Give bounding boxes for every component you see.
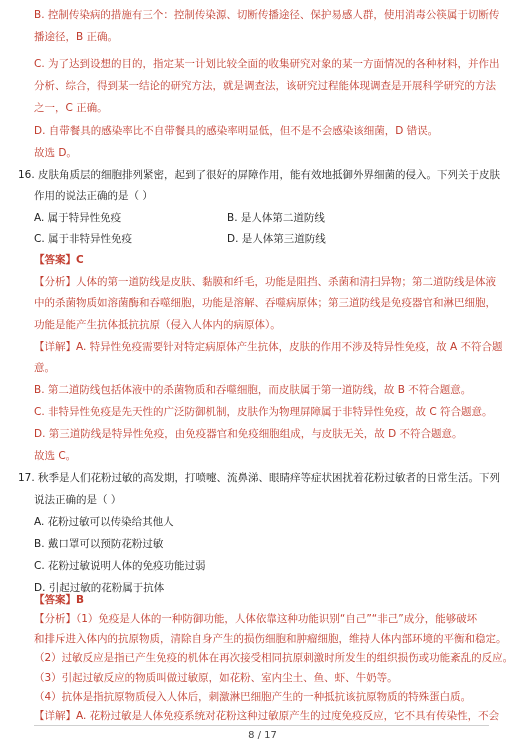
option-a: A. 花粉过敏可以传染给其他人	[34, 516, 174, 528]
explanation-text: 【详解】A. 花粉过敏是人体免疫系统对花粉这种过敏原产生的过度免疫反应，它不具有传染性，不会	[34, 710, 500, 722]
answer-label: 【答案】C	[34, 254, 84, 266]
question-16-stem: 16. 皮肤角质层的细胞排列紧密，起到了很好的屏障作用，能有效地抵御外界细菌的侵入。下列关于皮肤	[18, 169, 501, 181]
text-line: C. 为了达到设想的目的，指定某一计划比较全面的收集研究对象的某一方面情况的各种材料，并作出	[34, 58, 500, 70]
text-line: B. 控制传染病的措施有三个：控制传染源、切断传播途径、保护易感人群，使用消毒公筷属于切断传	[34, 9, 500, 21]
text-line: D. 自带餐具的感染率比不自带餐具的感染率明显低，但不是不会感染该细菌，D 错误。	[34, 125, 439, 137]
analysis-text: （3）引起过敏反应的物质叫做过敏原，如花粉、室内尘土、鱼、虾、牛奶等。	[34, 672, 398, 684]
option-b: B. 是人体第二道防线	[227, 212, 325, 224]
analysis-text: 和排斥进入体内的抗原物质，清除自身产生的损伤细胞和肿瘤细胞，维持人体内部环境的平衡和稳定。	[34, 633, 507, 645]
option-b: B. 戴口罩可以预防花粉过敏	[34, 538, 164, 550]
option-d: D. 引起过敏的花粉属于抗体	[34, 582, 165, 594]
analysis-text: 【分析】人体的第一道防线是皮肤、黏膜和纤毛，功能是阻挡、杀菌和清扫异物；第二道防线是体液	[34, 276, 496, 288]
question-17-stem-cont: 说法正确的是（ ）	[34, 494, 122, 506]
text-line: 播途径，B 正确。	[34, 31, 119, 43]
question-16-stem-cont: 作用的说法正确的是（ ）	[34, 190, 153, 202]
answer-label: 【答案】B	[34, 594, 85, 606]
text-line: 故选 C。	[34, 450, 77, 462]
analysis-text: （4）抗体是指抗原物质侵入人体后，刺激淋巴细胞产生的一种抵抗该抗原物质的特殊蛋白质。	[34, 691, 472, 703]
question-17-stem: 17. 秋季是人们花粉过敏的高发期，打喷嚏、流鼻涕、眼睛痒等症状困扰着花粉过敏者的日常生活。下列	[18, 472, 501, 484]
page-number: 8 / 17	[248, 730, 277, 741]
footer-divider	[34, 725, 489, 726]
option-a: A. 属于特异性免疫	[34, 212, 122, 224]
explanation-text: D. 第三道防线是特异性免疫，由免疫器官和免疫细胞组成，与皮肤无关，故 D 不符合题意。	[34, 428, 463, 440]
explanation-text: 【详解】A. 特异性免疫需要针对特定病原体产生抗体，皮肤的作用不涉及特异性免疫，故 A 不符合题	[34, 341, 503, 353]
analysis-text: （2）过敏反应是指已产生免疫的机体在再次接受相同抗原刺激时所发生的组织损伤或功能紊乱的反应。	[34, 652, 514, 664]
option-d: D. 是人体第三道防线	[227, 233, 326, 245]
explanation-text: B. 第二道防线包括体液中的杀菌物质和吞噬细胞，而皮肤属于第一道防线，故 B 不符合题意。	[34, 384, 472, 396]
analysis-text: 中的杀菌物质如溶菌酶和吞噬细胞，功能是溶解、吞噬病原体；第三道防线是免疫器官和淋巴细胞，	[34, 297, 496, 309]
explanation-text: C. 非特异性免疫是先天性的广泛防御机制，皮肤作为物理屏障属于非特异性免疫，故 C 符合题意。	[34, 406, 493, 418]
text-line: 故选 D。	[34, 147, 77, 159]
option-c: C. 花粉过敏说明人体的免疫功能过弱	[34, 560, 206, 572]
analysis-text: 【分析】（1）免疫是人体的一种防御功能，人体依靠这种功能识别“自己”“非己”成分，能够破坏	[34, 613, 478, 625]
text-line: 之一，C 正确。	[34, 102, 108, 114]
text-line: 分析、综合，得到某一结论的研究方法，就是调查法，该研究过程能体现调查是开展科学研究的方法	[34, 80, 496, 92]
option-c: C. 属于非特异性免疫	[34, 233, 133, 245]
explanation-text: 意。	[34, 362, 55, 374]
analysis-text: 功能是能产生抗体抵抗抗原（侵入人体内的病原体）。	[34, 319, 281, 331]
